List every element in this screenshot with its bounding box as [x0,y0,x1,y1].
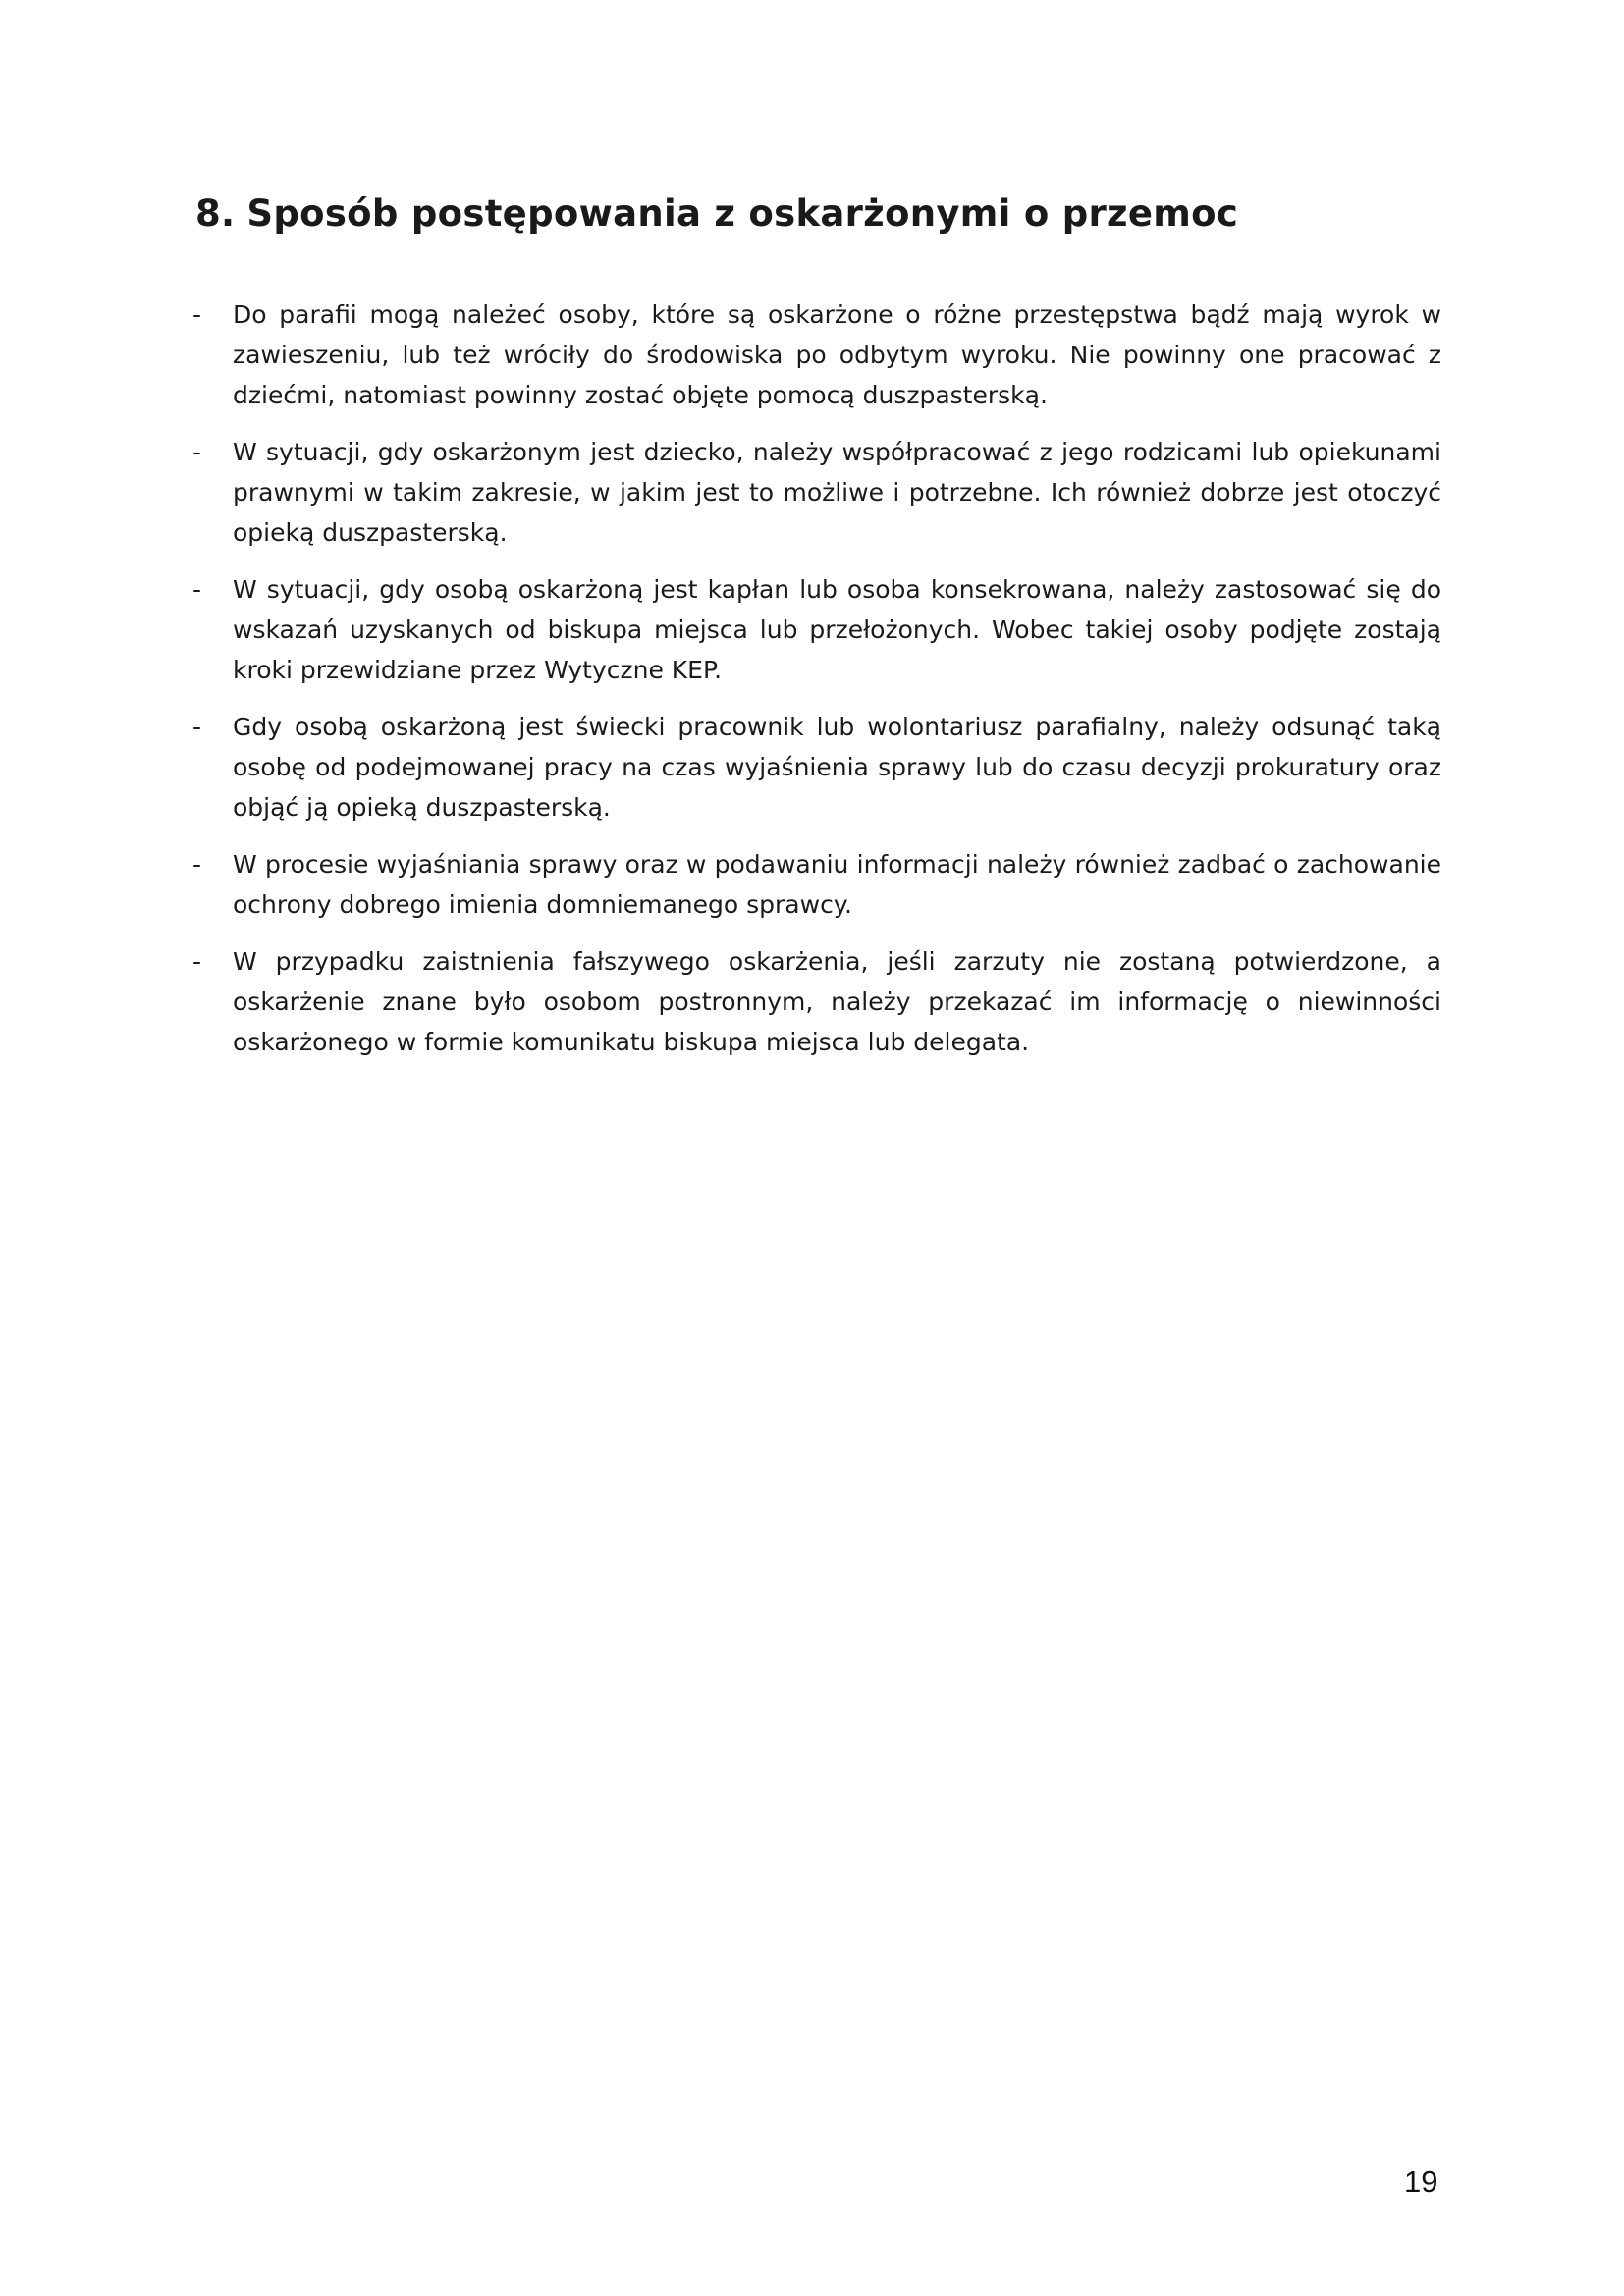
list-item [192,941,1441,1062]
list-item-text: W sytuacji, gdy oskarżonym jest dziecko, należy współpracować z jego rodzicami lub opiekunami prawnymi w takim zakresie, w jakim jest to możliwe i potrzebne. Ich również dobrze jest otoczyć opieką duszpasterską. [233,438,1441,547]
list-item-text: Do parafii mogą należeć osoby, które są oskarżone o różne przestępstwa bądź mają wyrok w zawieszeniu, lub też wróciły do środowiska po odbytym wyroku. Nie powinny one pracować z dziećmi, natomiast powinny zostać objęte pomocą duszpasterską. [233,300,1441,409]
list-item-text: W procesie wyjaśniania sprawy oraz w podawaniu informacji należy również zadbać o zachowanie ochrony dobrego imienia domniemanego sprawcy. [233,850,1441,919]
bullet-dash: - [192,438,202,466]
section-heading [195,192,1238,235]
list-item-text: W przypadku zaistnienia fałszywego oskarżenia, jeśli zarzuty nie zostaną potwierdzone, a oskarżenie znane było osobom postronnym, należy przekazać im informację o niewinności oskarżonego w formie komunikatu biskupa miejsca lub delegata. [233,947,1441,1056]
bullet-dash: - [192,300,202,329]
bullet-dash: - [192,850,202,879]
list-item [192,432,1441,553]
list-item [192,294,1441,415]
list-item [192,569,1441,690]
list-item [192,707,1441,828]
section-title: Sposób postępowania z oskarżonymi o przemoc [246,192,1239,235]
section-number: 8. [195,192,236,235]
bullet-list [192,294,1441,1079]
list-item-text: Gdy osobą oskarżoną jest świecki pracownik lub wolontariusz parafialny, należy odsunąć taką osobę od podejmowanej pracy na czas wyjaśnienia sprawy lub do czasu decyzji prokuratury oraz objąć ją opieką duszpasterską. [233,713,1441,822]
list-item [192,844,1441,925]
bullet-dash: - [192,947,202,976]
list-item-text: W sytuacji, gdy osobą oskarżoną jest kapłan lub osoba konsekrowana, należy zastosować się do wskazań uzyskanych od biskupa miejsca lub przełożonych. Wobec takiej osoby podjęte zostają kroki przewidziane przez Wytyczne KEP. [233,575,1441,684]
page-number: 19 [1404,2164,1438,2199]
bullet-dash: - [192,713,202,741]
bullet-dash: - [192,575,202,604]
